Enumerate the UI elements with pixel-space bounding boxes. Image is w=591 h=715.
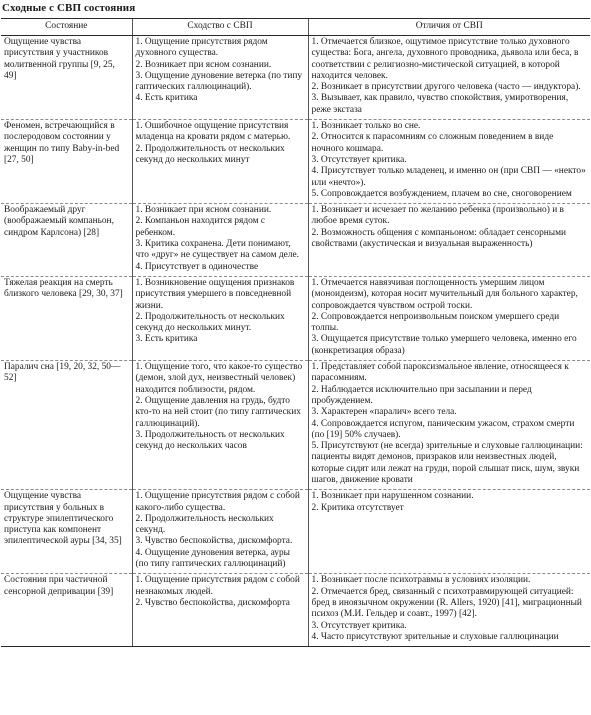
similarity-item: 1. Ощущение присутствия рядом с собой какого-либо существа.: [135, 491, 300, 513]
similarity-item: 3. Продолжительность от нескольких секунд до нескольких часов: [135, 429, 285, 452]
difference-item: 4. Часто присутствуют зрительные и слуховые галлюцинации: [311, 631, 559, 642]
similarity-cell: [132, 361, 308, 490]
similarity-cell: [132, 574, 308, 647]
difference-item: 4. Присутствует только младенец, и именно он (при СВП — «некто» или «нечто»).: [311, 166, 586, 188]
state-cell: Ощущение чувства присутствия у больных в структуре эпилептического приступа как компонент эпилептической ауры [34, 35]: [1, 490, 132, 574]
similarity-item: 1. Ощущение присутствия рядом с собой незнакомых людей.: [135, 575, 300, 597]
difference-item: 2. Критика отсутствует: [311, 502, 404, 513]
difference-item: 1. Возникает и исчезает по желанию ребенка (произвольно) и в любое время суток.: [311, 205, 564, 227]
similarity-item: 3. Чувство беспокойства, дискомфорта.: [135, 536, 293, 547]
similarity-item: 2. Возникает при ясном сознании.: [135, 59, 272, 70]
table-caption: Сходные с СВП состояния: [2, 2, 136, 14]
state-cell: Паралич сна [19, 20, 32, 50—52]: [1, 361, 132, 490]
similarity-item: 2. Ощущение давления на грудь, будто кто-то на ней стоит (по типу гаптических галлюцинаций).: [135, 395, 301, 429]
similarity-item: 2. Продолжительность от нескольких секунд до нескольких минут: [135, 143, 285, 165]
table-header-row: [1, 19, 590, 36]
header-state: Состояние: [1, 19, 132, 36]
table-row: [1, 361, 590, 490]
similarity-item: 4. Есть критика: [135, 93, 198, 104]
header-similarity: Сходство с СВП: [132, 19, 308, 36]
table-row: [1, 120, 590, 204]
similarity-item: 3. Ощущение дуновение ветерка (по типу гаптических галлюцинаций).: [135, 70, 303, 93]
table-row: [1, 574, 590, 647]
similarity-item: 2. Продолжительность от нескольких секунд до нескольких минут.: [135, 311, 285, 334]
similarity-item: 2. Чувство беспокойства, дискомфорта: [135, 597, 290, 608]
difference-item: 1. Отмечается навязчивая поглощенность умершим лицом (моноидеизм), которая носит мучительный для больного характер, сопровождается чувством острой тоски.: [311, 277, 578, 311]
similarity-cell: [132, 36, 308, 120]
state-cell: Воображаемый друг (воображаемый компаньон, синдром Карлсона) [28]: [1, 204, 132, 277]
state-cell: Тяжелая реакция на смерть близкого человека [29, 30, 37]: [1, 276, 132, 360]
table-row: [1, 276, 590, 360]
difference-item: 2. Возникает в присутствии другого человека (часто — индуктора).: [311, 82, 581, 93]
similarity-item: 2. Компаньон находится рядом с ребенком.: [135, 216, 266, 238]
difference-item: 3. Отсутствует критика.: [311, 620, 407, 631]
similarity-cell: [132, 120, 308, 204]
similarity-item: 3. Есть критика: [135, 334, 198, 345]
similarity-item: 1. Возникает при ясном сознании.: [135, 205, 272, 216]
difference-cell: [308, 36, 590, 120]
similarity-item: 4. Ощущение дуновения ветерка, ауры (по типу гаптических галлюцинаций): [135, 547, 290, 570]
difference-item: 1. Возникает только во сне.: [311, 121, 421, 132]
table-row: [1, 36, 590, 120]
difference-item: 2. Отмечается бред, связанный с психотравмирующей ситуацией: бред в иноязычном окружении (R. Allers, 1920) [41], миграционный психоз (М.И. Гельдер и соавт., 1997) [42].: [311, 586, 582, 620]
difference-item: 5. Присутствуют (не всегда) зрительные и слуховые галлюцинации: пациенты видят демонов, призраков или неизвестных людей, которые сидят или лежат на груди, порой слышат писк, шум, звуки шагов, движение кровати: [311, 441, 583, 485]
state-cell: Ощущение чувства присутствия у участников молитвенной группы [9, 25, 49]: [4, 37, 115, 81]
difference-item: 1. Представляет собой пароксизмальное явление, относящееся к парасомниям.: [311, 362, 569, 384]
difference-item: 3. Отсутствует критика.: [311, 154, 407, 165]
state-cell: Феномен, встречающийся в послеродовом состоянии у женщин по типу Baby-in-bed [27, 50]: [1, 120, 132, 204]
difference-item: 2. Сопровождается непроизвольным поиском умершего среди толпы.: [311, 311, 560, 334]
comparison-table: [1, 18, 590, 647]
difference-item: 1. Возникает после психотравмы в условиях изоляции.: [311, 575, 531, 586]
state-cell: Состояния при частичной сенсорной депривации [39]: [1, 574, 132, 647]
similarity-cell: [132, 276, 308, 360]
header-difference: Отличия от СВП: [308, 19, 590, 36]
difference-item: 3. Ощущается присутствие только умершего человека, именно его (конкретизация образа): [311, 334, 577, 356]
difference-cell: [308, 490, 590, 574]
difference-item: 3. Характерен «паралич» всего тела.: [311, 407, 457, 418]
table-row: [1, 204, 590, 277]
difference-cell: [308, 574, 590, 647]
difference-cell: [308, 276, 590, 360]
difference-cell: [308, 120, 590, 204]
difference-item: 1. Возникает при нарушенном сознании.: [311, 491, 474, 502]
difference-cell: [308, 361, 590, 490]
difference-item: 4. Сопровождается испугом, паническим ужасом, страхом смерти (по [19] 50% случаев).: [311, 418, 575, 440]
table-row: [1, 490, 590, 574]
similarity-item: 4. Присутствует в одиночестве: [135, 261, 259, 272]
difference-item: 1. Отмечается близкое, ощутимое присутствие только духовного существа: Бога, ангела, духовного проводника, дьявола или беса, в соответствии с религиозно-мистической ситуацией, в которой находится человек.: [311, 37, 579, 81]
difference-item: 3. Вызывает, как правило, чувство спокойствия, умиротворения, реже экстаза: [311, 93, 569, 115]
similarity-item: 3. Критика сохранена. Дети понимают, что «друг» не существует на самом деле.: [135, 239, 299, 261]
similarity-item: 1. Ощущение присутствия рядом духовного существа.: [135, 37, 268, 59]
difference-item: 2. Относится к парасомниям со сложным поведением в виде ночного кошмара.: [311, 132, 554, 154]
similarity-cell: [132, 490, 308, 574]
difference-item: 2. Наблюдается исключительно при засыпании и перед пробуждением.: [311, 384, 532, 406]
similarity-item: 2. Продолжительность нескольких секунд.: [135, 513, 274, 536]
similarity-cell: [132, 204, 308, 277]
similarity-item: 1. Ошибочное ощущение присутствия младенца на кровати рядом с матерью.: [135, 121, 291, 143]
difference-cell: [308, 204, 590, 277]
similarity-item: 1. Ощущение того, что какое-то существо (демон, злой дух, неизвестный человек) находится поблизости, рядом.: [135, 362, 303, 395]
difference-item: 5. Сопровождается возбуждением, плачем во сне, сноговорением: [311, 188, 572, 199]
difference-item: 2. Возможность общения с компаньоном: обладает сенсорными свойствами (акустическая и визуальная выраженность): [311, 227, 567, 250]
similarity-item: 1. Возникновение ощущения признаков присутствия умершего в повседневной жизни.: [135, 277, 295, 311]
